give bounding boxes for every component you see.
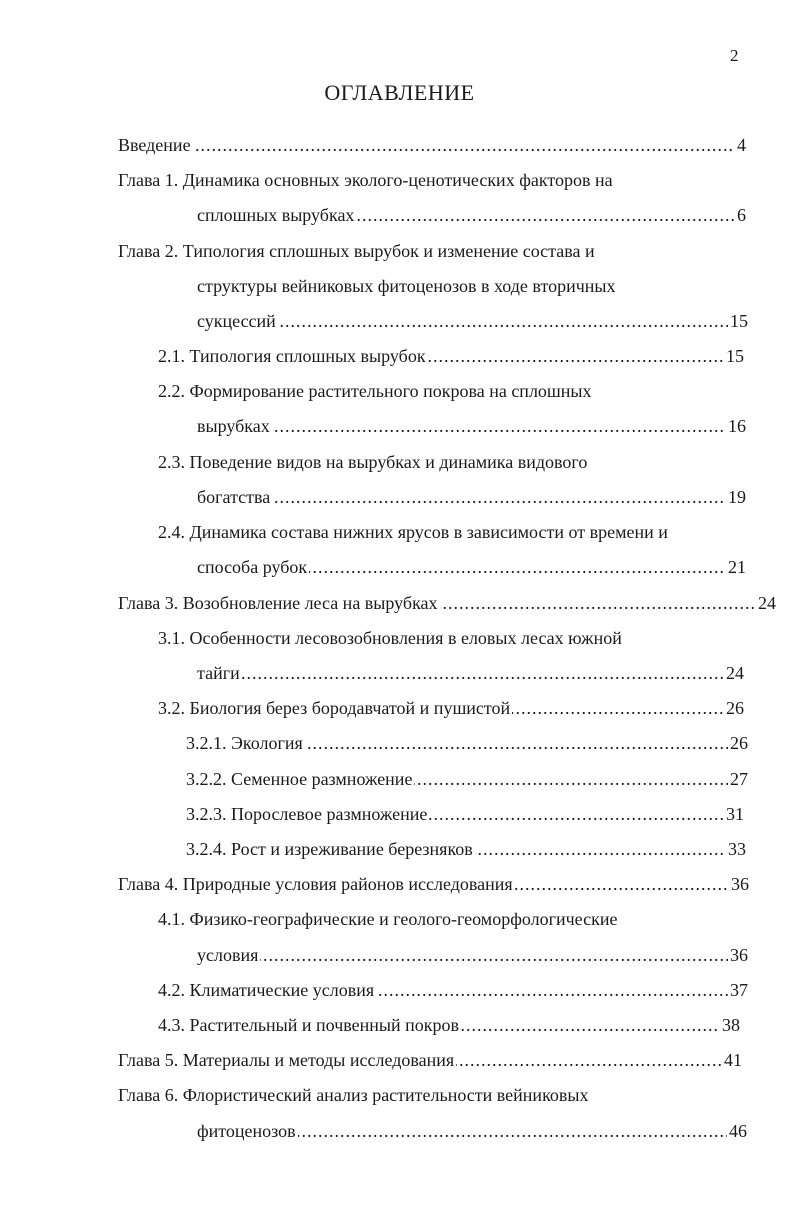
toc-entry [118, 588, 776, 618]
toc-entry-text: ..... вырубках [197, 411, 272, 441]
toc-entry-page: 15 [724, 341, 744, 371]
toc-entry [197, 200, 746, 230]
toc-entry-page: 19 [726, 482, 746, 512]
toc-entry [186, 799, 744, 829]
toc-entry-page: 21 [726, 552, 746, 582]
toc-entry-page: 33 [726, 834, 746, 864]
toc-entry [158, 904, 617, 934]
toc-entry-text: 2.4. Динамика состава нижних ярусов в зависимости от времени и [158, 522, 668, 542]
toc-entry-text: ..... 2.1. Типология сплошных вырубок [158, 341, 428, 371]
toc-entry-text: ..... фитоценозов [197, 1116, 298, 1146]
toc-entry-text: ..... 3.2.4. Рост и изреживание березняков [186, 834, 475, 864]
toc-entry-text: ..... условия [197, 940, 260, 970]
toc-entry-text: ..... богатства [197, 482, 272, 512]
toc-entry [197, 1116, 747, 1146]
toc-entry-text: ..... 3.2. Биология берез бородавчатой и пушистой [158, 693, 512, 723]
page-title: ОГЛАВЛЕНИЕ [324, 80, 475, 105]
toc-entry [197, 306, 748, 336]
toc-entry-page: 15 [728, 306, 748, 336]
toc-entry [186, 834, 746, 864]
toc-entry [197, 940, 748, 970]
toc-entry-text: ..... сплошных вырубках [197, 200, 356, 230]
toc-entry-page: 31 [724, 799, 744, 829]
toc-entry [186, 728, 748, 758]
toc-entry [186, 764, 748, 794]
toc-entry [118, 1045, 742, 1075]
toc-entry-page: 24 [724, 658, 744, 688]
toc-entry [197, 411, 746, 441]
toc-entry-page: 37 [728, 975, 748, 1005]
toc-entry-text: 4.1. Физико-географические и геолого-геоморфологические [158, 909, 618, 929]
toc-entry-page: 27 [728, 764, 748, 794]
toc-entry [158, 517, 668, 547]
toc-entry [158, 623, 622, 653]
toc-entry [118, 236, 595, 266]
toc-entry-page: 41 [722, 1045, 742, 1075]
toc-entry [158, 376, 592, 406]
toc-entry [118, 130, 746, 160]
toc-entry [158, 447, 587, 477]
toc-entry [197, 658, 744, 688]
toc-entry-page: 26 [724, 693, 744, 723]
toc-entry-text: ..... 4.3. Растительный и почвенный покров [158, 1010, 461, 1040]
toc-entry-page: 6 [735, 200, 746, 230]
toc-entry-page: 36 [729, 869, 749, 899]
toc-entry [158, 975, 748, 1005]
toc-entry-text: ..... Глава 5. Материалы и методы исследования [118, 1045, 456, 1075]
toc-entry-text: ..... Введение [118, 130, 193, 160]
toc-entry-page: 36 [728, 940, 748, 970]
toc-entry-page: 4 [735, 130, 746, 160]
toc-entry-text: Глава 2. Типология сплошных вырубок и изменение состава и [118, 241, 595, 261]
toc-entry-page: 24 [756, 588, 776, 618]
toc-entry-page: 38 [720, 1010, 740, 1040]
toc-entry-text: ..... Глава 3. Возобновление леса на вырубках [118, 588, 440, 618]
toc-entry [158, 693, 744, 723]
toc-entry-text: Глава 6. Флористический анализ растительности вейниковых [118, 1085, 589, 1105]
toc-entry-text: ..... способа рубок [197, 552, 309, 582]
toc-entry-text: Глава 1. Динамика основных эколого-ценотических факторов на [118, 170, 613, 190]
toc-entry-page: 26 [728, 728, 748, 758]
toc-entry [118, 1080, 589, 1110]
toc-entry-text: ..... 3.2.2. Семенное размножение [186, 764, 414, 794]
toc-entry [158, 341, 744, 371]
toc-entry-text: ..... Глава 4. Природные условия районов исследования [118, 869, 515, 899]
toc-entry-text: 2.3. Поведение видов на вырубках и динамика видового [158, 452, 588, 472]
toc-entry-text: структуры вейниковых фитоценозов в ходе вторичных [197, 276, 616, 296]
toc-entry [118, 869, 749, 899]
toc-entry [158, 1010, 740, 1040]
toc-entry-page: 16 [726, 411, 746, 441]
toc-entry-text: 3.1. Особенности лесовозобновления в еловых лесах южной [158, 628, 622, 648]
toc-entry [197, 482, 746, 512]
page-number: 2 [730, 46, 739, 65]
toc-entry-text: ..... сукцессий [197, 306, 278, 336]
toc-entry [118, 165, 613, 195]
toc-entry-text: ..... 4.2. Климатические условия [158, 975, 376, 1005]
toc-entry-text: ..... 3.2.1. Экология [186, 728, 305, 758]
toc-entry [197, 271, 616, 301]
toc-entry-page: 46 [727, 1116, 747, 1146]
toc-entry [197, 552, 746, 582]
toc-entry-text: ..... тайги [197, 658, 242, 688]
toc-entry-text: ..... 3.2.3. Порослевое размножение [186, 799, 429, 829]
toc-entry-text: 2.2. Формирование растительного покрова на сплошных [158, 381, 592, 401]
